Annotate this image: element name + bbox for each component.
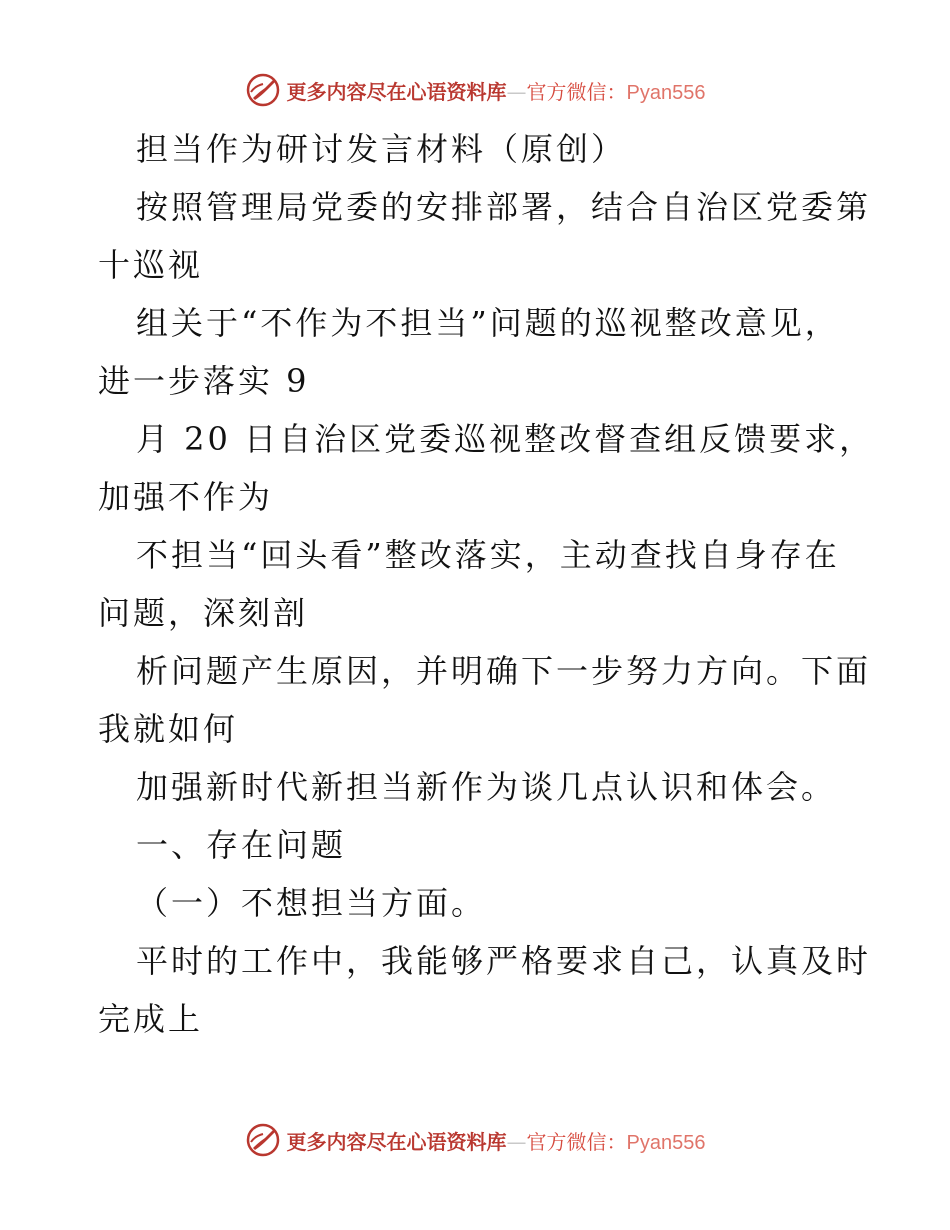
text-line: 加强不作为 <box>98 478 274 516</box>
subsection-heading: （一）不想担当方面。 <box>136 884 487 922</box>
document-title: 担当作为研讨发言材料（原创） <box>136 130 627 168</box>
watermark-official-label: 官方微信： <box>526 79 627 104</box>
watermark-text <box>287 76 706 105</box>
text-line: 问题，深刻剖 <box>98 594 309 632</box>
footer-watermark <box>0 1120 950 1160</box>
watermark-dash: — <box>506 1129 527 1154</box>
text-line: 月 20 日自治区党委巡视整改督查组反馈要求， <box>136 420 875 458</box>
watermark-brand: 更多内容尽在心语资料库 <box>286 1129 507 1154</box>
text-line: 完成上 <box>98 1000 204 1038</box>
text-line: 进一步落实 9 <box>98 362 310 400</box>
watermark-official-label: 官方微信： <box>526 1129 627 1154</box>
text-line: 不担当“回头看”整改落实，主动查找自身存在 <box>136 536 840 574</box>
watermark-text <box>287 1126 706 1155</box>
text-line: 加强新时代新担当新作为谈几点认识和体会。 <box>136 768 837 806</box>
text-line: 组关于“不作为不担当”问题的巡视整改意见， <box>136 304 840 342</box>
header-watermark <box>0 70 950 110</box>
document-body <box>98 120 875 1048</box>
text-line: 十巡视 <box>98 246 204 284</box>
section-heading: 一、存在问题 <box>136 826 347 864</box>
text-line: 析问题产生原因，并明确下一步努力方向。下面 <box>136 652 872 690</box>
text-line: 平时的工作中，我能够严格要求自己，认真及时 <box>136 942 872 980</box>
watermark-dash: — <box>506 79 527 104</box>
text-line: 按照管理局党委的安排部署，结合自治区党委第 <box>136 188 872 226</box>
watermark-wechat-id: Pyan556 <box>626 81 706 104</box>
text-line: 我就如何 <box>98 710 239 748</box>
brush-pen-logo-icon <box>245 72 281 108</box>
watermark-wechat-id: Pyan556 <box>626 1131 706 1154</box>
brush-pen-logo-icon <box>245 1122 281 1158</box>
watermark-brand: 更多内容尽在心语资料库 <box>286 79 507 104</box>
